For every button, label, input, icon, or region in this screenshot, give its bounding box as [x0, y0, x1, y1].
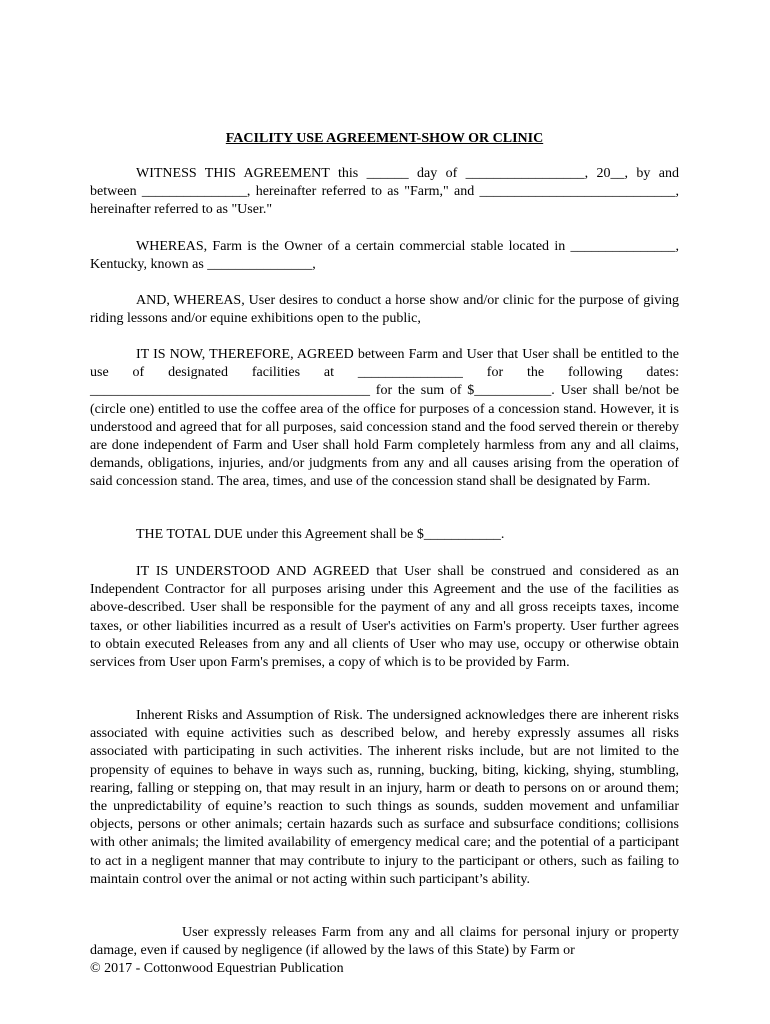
footer-copyright: © 2017 - Cottonwood Equestrian Publication	[90, 961, 344, 976]
agreed-paragraph: IT IS NOW, THEREFORE, AGREED between Farm and User that User shall be entitled to the use of designated facilities at _______________ for the following dates: ________________________________________ for the sum of $___________. User shall be/not be (circle one) entitled to use the coffee area of the office for purposes of a concession stand. However, it is understood and agreed that for all purposes, said concession stand and the food served therein or thereby are done independent of Farm and User shall hold Farm completely harmless from any and all claims, demands, obligations, injuries, and/or judgments from any and all causes arising from the operation of said concession stand. The area, times, and use of the concession stand shall be designated by Farm.	[90, 347, 679, 490]
independent-contractor-paragraph: IT IS UNDERSTOOD AND AGREED that User shall be construed and considered as an Independent Contractor for all purposes arising under this Agreement and the use of the facilities as above-described. User shall be responsible for the payment of any and all gross receipts taxes, income taxes, or other liabilities incurred as a result of User's activities on Farm's property. User further agrees to obtain executed Releases from any and all clients of User who may use, occupy or otherwise obtain services from User upon Farm's premises, a copy of which is to be provided by Farm.	[90, 564, 679, 671]
whereas-paragraph: WHEREAS, Farm is the Owner of a certain commercial stable located in _______________, Kentucky, known as _______________,	[90, 239, 679, 273]
document-title: FACILITY USE AGREEMENT-SHOW OR CLINIC	[225, 131, 544, 146]
release-paragraph: User expressly releases Farm from any and all claims for personal injury or property damage, even if caused by negligence (if allowed by the laws of this State) by Farm or	[90, 925, 679, 959]
and-whereas-paragraph: AND, WHEREAS, User desires to conduct a horse show and/or clinic for the purpose of giving riding lessons and/or equine exhibitions open to the public,	[90, 293, 679, 327]
witness-paragraph: WITNESS THIS AGREEMENT this ______ day of _________________, 20__, by and between _______________, hereinafter referred to as "Farm," and ____________________________, hereinafter referred to as "User."	[90, 166, 679, 218]
total-due-paragraph: THE TOTAL DUE under this Agreement shall be $___________.	[136, 527, 505, 542]
inherent-risks-paragraph: Inherent Risks and Assumption of Risk. The undersigned acknowledges there are inherent risks associated with equine activities such as described below, and hereby expressly assumes all risks associated with participating in such activities. The inherent risks include, but are not limited to the propensity of equines to behave in ways such as, running, bucking, biting, kicking, shying, stumbling, rearing, falling or stepping on, that may result in an injury, harm or death to persons on or around them; the unpredictability of equine’s reaction to such things as sounds, sudden movement and unfamiliar objects, persons or other animals; certain hazards such as surface and subsurface conditions; collisions with other animals; the limited availability of emergency medical care; and the potential of a participant to act in a negligent manner that may contribute to injury to the participant or others, such as failing to maintain control over the animal or not acting within such participant’s ability.	[90, 708, 679, 887]
